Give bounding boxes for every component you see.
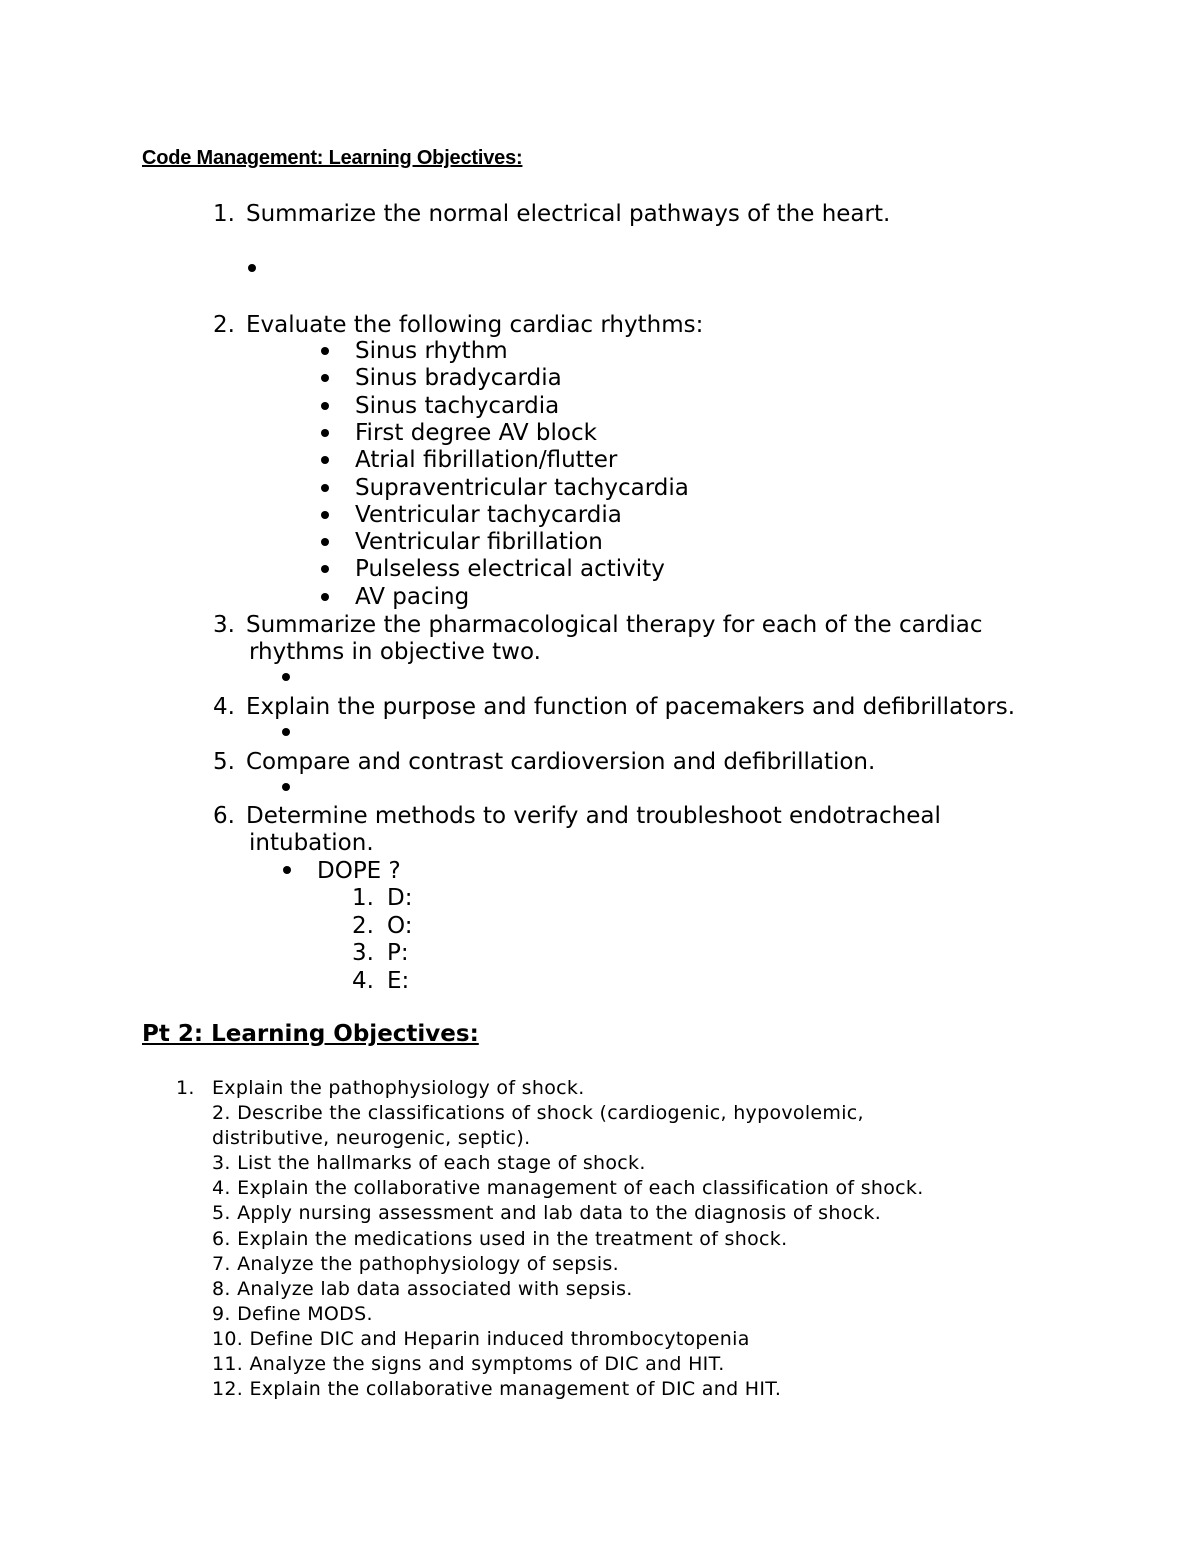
rhythm-item: Sinus tachycardia bbox=[355, 392, 560, 419]
empty-bullet bbox=[282, 673, 290, 681]
objective-1-text: Summarize the normal electrical pathways of the heart. bbox=[246, 201, 891, 227]
pt2-objective-line: 5. Apply nursing assessment and lab data to the diagnosis of shock. bbox=[212, 1202, 882, 1225]
empty-bullet bbox=[248, 264, 256, 272]
objective-3-continuation: rhythms in objective two. bbox=[249, 639, 541, 665]
dope-item-number: 4. bbox=[352, 968, 374, 995]
pt2-objective-line: 4. Explain the collaborative management of each classification of shock. bbox=[212, 1177, 924, 1200]
pt2-objective-line: 6. Explain the medications used in the treatment of shock. bbox=[212, 1227, 788, 1250]
pt2-objective-line: 3. List the hallmarks of each stage of shock. bbox=[212, 1152, 646, 1175]
objective-3-number: 3. bbox=[213, 612, 235, 638]
objective-4-number: 4. bbox=[213, 694, 235, 720]
rhythm-bullet bbox=[321, 456, 329, 464]
rhythm-bullet bbox=[321, 511, 329, 519]
rhythm-item: Pulseless electrical activity bbox=[355, 556, 665, 583]
objective-6-number: 6. bbox=[213, 803, 235, 829]
rhythm-bullet bbox=[321, 565, 329, 573]
dope-item-text: O: bbox=[387, 912, 413, 939]
rhythm-item: Sinus bradycardia bbox=[355, 365, 562, 392]
dope-item-number: 1. bbox=[352, 885, 374, 911]
section-1-heading: Code Management: Learning Objectives: bbox=[142, 147, 523, 169]
rhythm-item: First degree AV block bbox=[355, 419, 597, 446]
pt2-objective-line: 12. Explain the collaborative management of DIC and HIT. bbox=[212, 1378, 782, 1401]
dope-item-text: E: bbox=[387, 968, 410, 995]
dope-item-number: 2. bbox=[352, 912, 374, 939]
pt2-objective-line: 2. Describe the classifications of shock (cardiogenic, hypovolemic, bbox=[212, 1102, 864, 1124]
objective-3-text: Summarize the pharmacological therapy for each of the cardiac bbox=[246, 612, 983, 638]
dope-item-text: P: bbox=[387, 940, 409, 967]
objective-6-text: Determine methods to verify and troubleshoot endotracheal bbox=[246, 803, 941, 829]
rhythm-item: Ventricular tachycardia bbox=[355, 501, 622, 528]
rhythm-bullet bbox=[321, 593, 329, 601]
rhythm-item: Ventricular fibrillation bbox=[355, 529, 603, 556]
objective-5-text: Compare and contrast cardioversion and defibrillation. bbox=[246, 749, 876, 775]
objective-5-number: 5. bbox=[213, 749, 235, 775]
rhythm-item: Supraventricular tachycardia bbox=[355, 474, 689, 501]
rhythm-bullet bbox=[321, 374, 329, 382]
pt2-objective-line: 8. Analyze lab data associated with sepsis. bbox=[212, 1277, 633, 1300]
rhythm-bullet bbox=[321, 484, 329, 492]
rhythm-bullet bbox=[321, 347, 329, 355]
objective-4-text: Explain the purpose and function of pacemakers and defibrillators. bbox=[246, 694, 1016, 720]
section-2-heading: Pt 2: Learning Objectives: bbox=[142, 1021, 479, 1047]
empty-bullet bbox=[282, 783, 290, 791]
pt2-objective-line: 10. Define DIC and Heparin induced thrombocytopenia bbox=[212, 1327, 750, 1350]
objective-6-continuation: intubation. bbox=[249, 830, 374, 856]
objective-1-number: 1. bbox=[213, 201, 235, 227]
rhythm-item: Sinus rhythm bbox=[355, 338, 508, 364]
dope-item-text: D: bbox=[387, 885, 413, 911]
pt2-objective-1-number: 1. bbox=[176, 1077, 195, 1099]
objective-2-number: 2. bbox=[213, 312, 235, 338]
pt2-objective-1-text: Explain the pathophysiology of shock. bbox=[212, 1077, 585, 1099]
pt2-objective-line: distributive, neurogenic, septic). bbox=[212, 1127, 531, 1150]
dope-bullet bbox=[283, 866, 291, 874]
empty-bullet bbox=[282, 728, 290, 736]
rhythm-item: AV pacing bbox=[355, 583, 470, 610]
dope-item-number: 3. bbox=[352, 940, 374, 967]
rhythm-item: Atrial fibrillation/flutter bbox=[355, 447, 618, 474]
rhythm-bullet bbox=[321, 538, 329, 546]
dope-label: DOPE ? bbox=[317, 858, 401, 884]
pt2-objective-line: 9. Define MODS. bbox=[212, 1302, 373, 1325]
rhythm-bullet bbox=[321, 429, 329, 437]
objective-2-text: Evaluate the following cardiac rhythms: bbox=[246, 312, 704, 338]
pt2-objective-line: 7. Analyze the pathophysiology of sepsis. bbox=[212, 1252, 619, 1275]
rhythm-bullet bbox=[321, 402, 329, 410]
pt2-objective-line: 11. Analyze the signs and symptoms of DIC and HIT. bbox=[212, 1353, 725, 1375]
